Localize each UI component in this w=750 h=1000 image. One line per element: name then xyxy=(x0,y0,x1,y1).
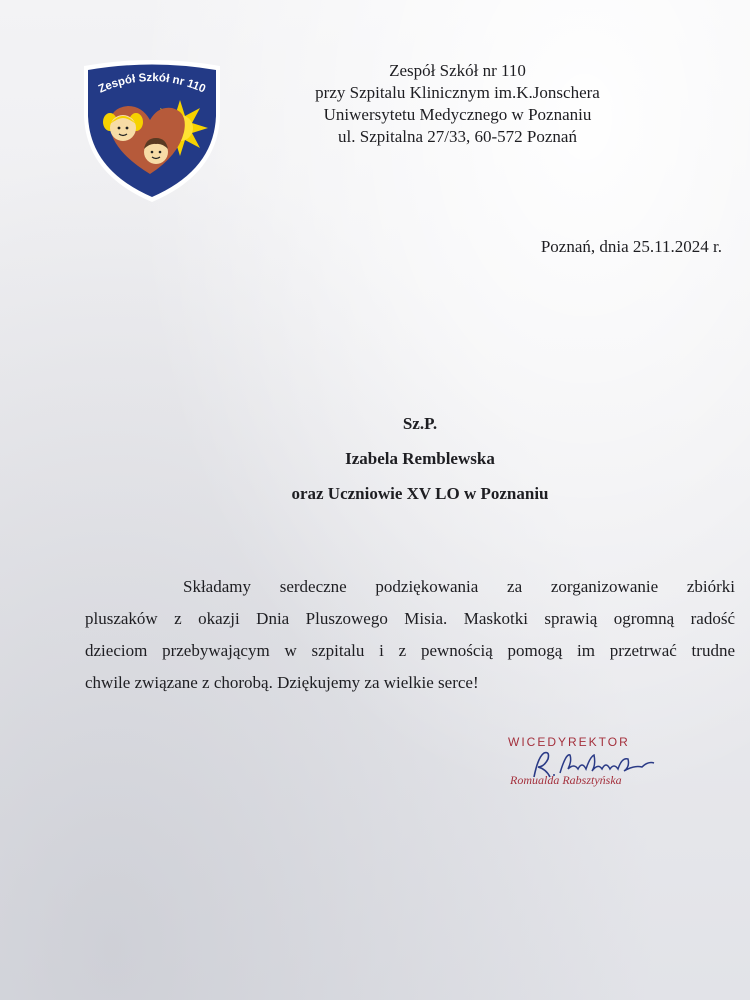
stamp-name: Romualda Rabsztyńska xyxy=(510,773,622,787)
logo-text: Zespół Szkół nr 110 xyxy=(96,71,208,96)
school-header xyxy=(260,60,655,148)
body-line: Składamy serdeczne podziękowania za zorganizowanie zbiórki xyxy=(183,577,735,596)
school-logo xyxy=(80,56,224,204)
child-boy-icon xyxy=(144,138,168,164)
signature-stamp xyxy=(506,735,666,795)
body-line: chwile związane z chorobą. Dziękujemy za wielkie serce! xyxy=(85,673,479,692)
header-address: ul. Szpitalna 27/33, 60-572 Poznań xyxy=(338,127,577,146)
addressee-block xyxy=(140,406,700,511)
letter-date: Poznań, dnia 25.11.2024 r. xyxy=(540,237,722,256)
addressee-salutation: Sz.P. xyxy=(402,414,438,433)
header-hospital: przy Szpitalu Klinicznym im.K.Jonschera xyxy=(315,83,600,102)
letter-body xyxy=(85,571,735,699)
header-university: Uniwersytetu Medycznego w Poznaniu xyxy=(323,105,592,124)
addressee-name: Izabela Remblewska xyxy=(345,449,495,468)
body-line: dzieciom przebywającym w szpitalu i z pewnością pomogą im przetrwać trudne xyxy=(85,641,735,660)
body-line: pluszaków z okazji Dnia Pluszowego Misia. Maskotki sprawią ogromną radość xyxy=(85,609,735,628)
header-school-name: Zespół Szkół nr 110 xyxy=(389,61,526,80)
addressee-group: oraz Uczniowie XV LO w Poznaniu xyxy=(291,484,549,503)
stamp-title: WICEDYREKTOR xyxy=(508,735,630,749)
